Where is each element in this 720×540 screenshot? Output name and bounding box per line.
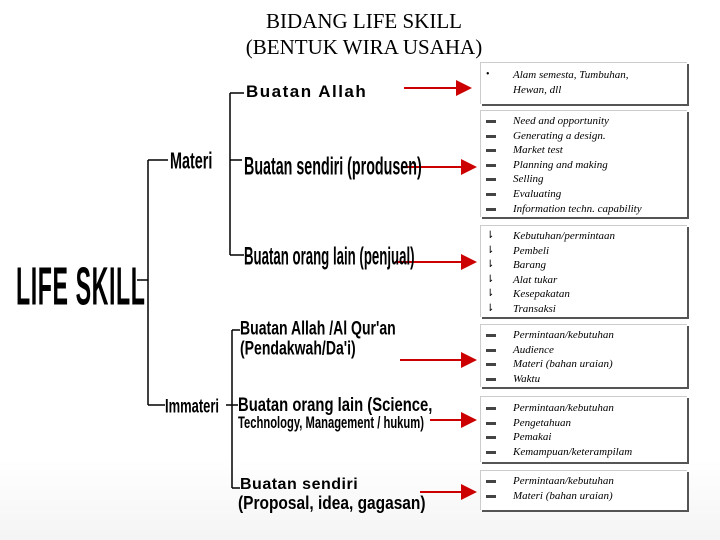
list-item: ⇂ Pembeli	[486, 244, 550, 257]
box-proposal	[480, 470, 687, 510]
box-al-quran	[480, 324, 687, 387]
list-item: ▬ Need and opportunity	[486, 115, 609, 127]
list-item: ⇂ Kesepakatan	[486, 288, 570, 301]
list-item: ⇂ Transaksi	[486, 302, 556, 315]
list-item: ▬ Permintaan/kebutuhan	[486, 402, 614, 414]
box-produsen	[480, 110, 687, 217]
branch-immateri: Immateri	[165, 394, 220, 417]
list-item: ⇂ Barang	[486, 259, 546, 272]
branch-materi: Materi	[170, 148, 213, 175]
list-item: ▬ Kemampuan/keterampilam	[486, 445, 633, 458]
list-item: ▬ Waktu	[486, 372, 541, 385]
node-al-quran-line-1: Buatan Allah /Al Qur'an	[240, 316, 396, 339]
node-science-line-2: Technology, Management / hukum)	[238, 413, 424, 432]
list-item: ▬ Information techn. capability	[486, 202, 642, 215]
list-item: • Alam semesta, Tumbuhan,	[486, 69, 629, 81]
list-item: ▬ Planning and making	[486, 158, 608, 171]
list-item: ▬ Materi (bahan uraian)	[486, 358, 613, 371]
list-item: ▬ Permintaan/kebutuhan	[486, 329, 614, 341]
list-item: ▬ Selling	[486, 173, 544, 186]
node-buatan-sendiri-produsen: Buatan sendiri (produsen)	[244, 152, 422, 181]
list-item: ▬ Generating a design.	[486, 129, 606, 142]
list-item: ▬ Audience	[486, 343, 554, 356]
box-science	[480, 396, 687, 462]
root-life-skill: LIFE SKILL	[16, 257, 146, 317]
title-line-1: BIDANG LIFE SKILL	[266, 9, 462, 33]
box-buatan-allah	[480, 62, 687, 104]
list-item: ▬ Evaluating	[486, 187, 562, 200]
list-item: Hewan, dll	[513, 83, 562, 96]
list-item: ▬ Pengetahuan	[486, 416, 572, 429]
list-item: ⇂ Alat tukar	[486, 273, 558, 286]
list-item: ▬ Pemakai	[486, 431, 552, 444]
list-item: ⇂ Kebutuhan/permintaan	[486, 230, 616, 242]
list-item: ▬ Market test	[486, 144, 563, 157]
title-line-2: (BENTUK WIRA USAHA)	[245, 35, 483, 59]
node-science-line-1: Buatan orang lain (Science,	[238, 395, 433, 416]
node-al-quran-line-2: (Pendakwah/Da'i)	[240, 336, 356, 359]
node-buatan-allah: Buatan Allah	[246, 82, 368, 101]
node-proposal-line-2: (Proposal, idea, gagasan)	[238, 493, 426, 513]
node-proposal-line-1: Buatan sendiri	[240, 476, 359, 493]
list-item: ▬ Permintaan/kebutuhan	[486, 475, 614, 487]
list-item: ▬ Materi (bahan uraian)	[486, 489, 613, 502]
node-buatan-orang-lain-penjual: Buatan orang lain (penjual)	[244, 242, 415, 271]
box-penjual	[480, 225, 687, 317]
